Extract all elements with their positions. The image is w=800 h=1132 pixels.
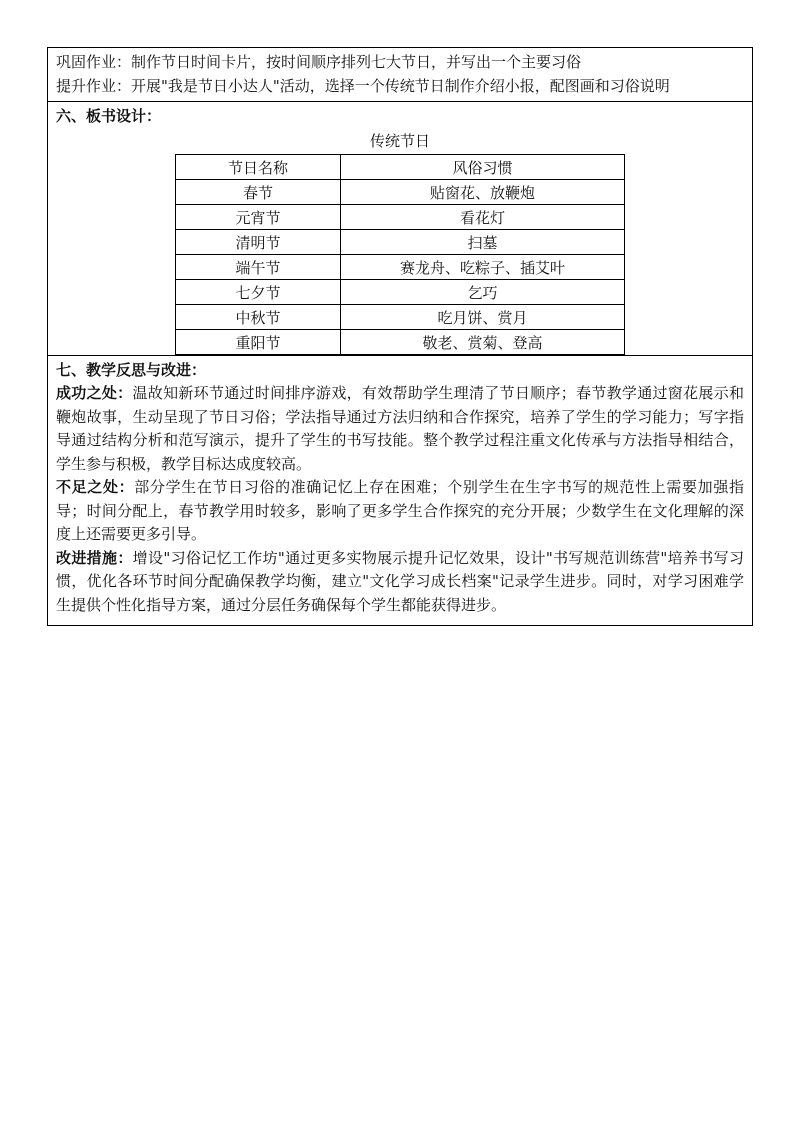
table-row [176, 280, 625, 305]
improvement-paragraph [56, 547, 744, 618]
festival-name-cell: 春节 [176, 180, 341, 205]
festival-table [175, 154, 625, 355]
table-row [176, 180, 625, 205]
festival-custom-cell: 扫墓 [341, 230, 625, 255]
festival-name-cell: 中秋节 [176, 305, 341, 330]
festival-name-cell: 端午节 [176, 255, 341, 280]
board-design-heading: 六、板书设计： [56, 107, 162, 125]
improvement-label: 改进措施： [56, 548, 133, 567]
festival-name-cell: 七夕节 [176, 280, 341, 305]
table-row [176, 330, 625, 355]
table-row [176, 255, 625, 280]
festival-name-cell: 清明节 [176, 230, 341, 255]
festival-name-cell: 元宵节 [176, 205, 341, 230]
success-paragraph [56, 382, 744, 476]
lesson-plan-frame [47, 47, 753, 626]
table-header-row [176, 155, 625, 180]
column-header-custom: 风俗习惯 [341, 155, 625, 180]
shortcoming-label: 不足之处： [56, 478, 135, 496]
shortcoming-paragraph [56, 476, 744, 547]
festival-custom-cell: 赛龙舟、吃粽子、插艾叶 [341, 255, 625, 280]
improvement-text: 增设"习俗记忆工作坊"通过更多实物展示提升记忆效果，设计"书写规范训练营"培养书写习惯，优化各环节时间分配确保教学均衡，建立"文化学习成长档案"记录学生进步。同时，对学习困难学生提供个性化指导方案，通过分层任务确保每个学生都能获得进步。 [56, 548, 744, 614]
table-row [176, 305, 625, 330]
homework-consolidate: 巩固作业：制作节日时间卡片，按时间顺序排列七大节日，并写出一个主要习俗 [56, 53, 582, 71]
table-row [176, 205, 625, 230]
festival-custom-cell: 敬老、赏菊、登高 [341, 330, 625, 355]
shortcoming-text: 部分学生在节日习俗的准确记忆上存在困难；个别学生在生字书写的规范性上需要加强指导；时间分配上，春节教学用时较多，影响了更多学生合作探究的充分开展；少数学生在文化理解的深度上还需要更多引导。 [56, 478, 744, 543]
board-design-section [48, 101, 752, 355]
reflection-section [48, 355, 752, 625]
festival-custom-cell: 贴窗花、放鞭炮 [341, 180, 625, 205]
homework-extend: 提升作业：开展"我是节日小达人"活动，选择一个传统节日制作介绍小报，配图画和习俗说明 [56, 77, 670, 95]
success-label: 成功之处： [56, 384, 133, 402]
reflection-heading: 七、教学反思与改进： [56, 361, 207, 379]
column-header-festival: 节日名称 [176, 155, 341, 180]
festival-custom-cell: 吃月饼、赏月 [341, 305, 625, 330]
board-table-caption: 传统节日 [369, 132, 430, 150]
table-row [176, 230, 625, 255]
festival-custom-cell: 乞巧 [341, 280, 625, 305]
success-text: 温故知新环节通过时间排序游戏，有效帮助学生理清了节日顺序；春节教学通过窗花展示和鞭炮故事，生动呈现了节日习俗；学法指导通过方法归纳和合作探究，培养了学生的学习能力；写字指导通过结构分析和范写演示，提升了学生的书写技能。整个教学过程注重文化传承与方法指导相结合，学生参与积极，教学目标达成度较高。 [56, 384, 744, 473]
festival-name-cell: 重阳节 [176, 330, 341, 355]
festival-custom-cell: 看花灯 [341, 205, 625, 230]
homework-section [48, 48, 752, 101]
